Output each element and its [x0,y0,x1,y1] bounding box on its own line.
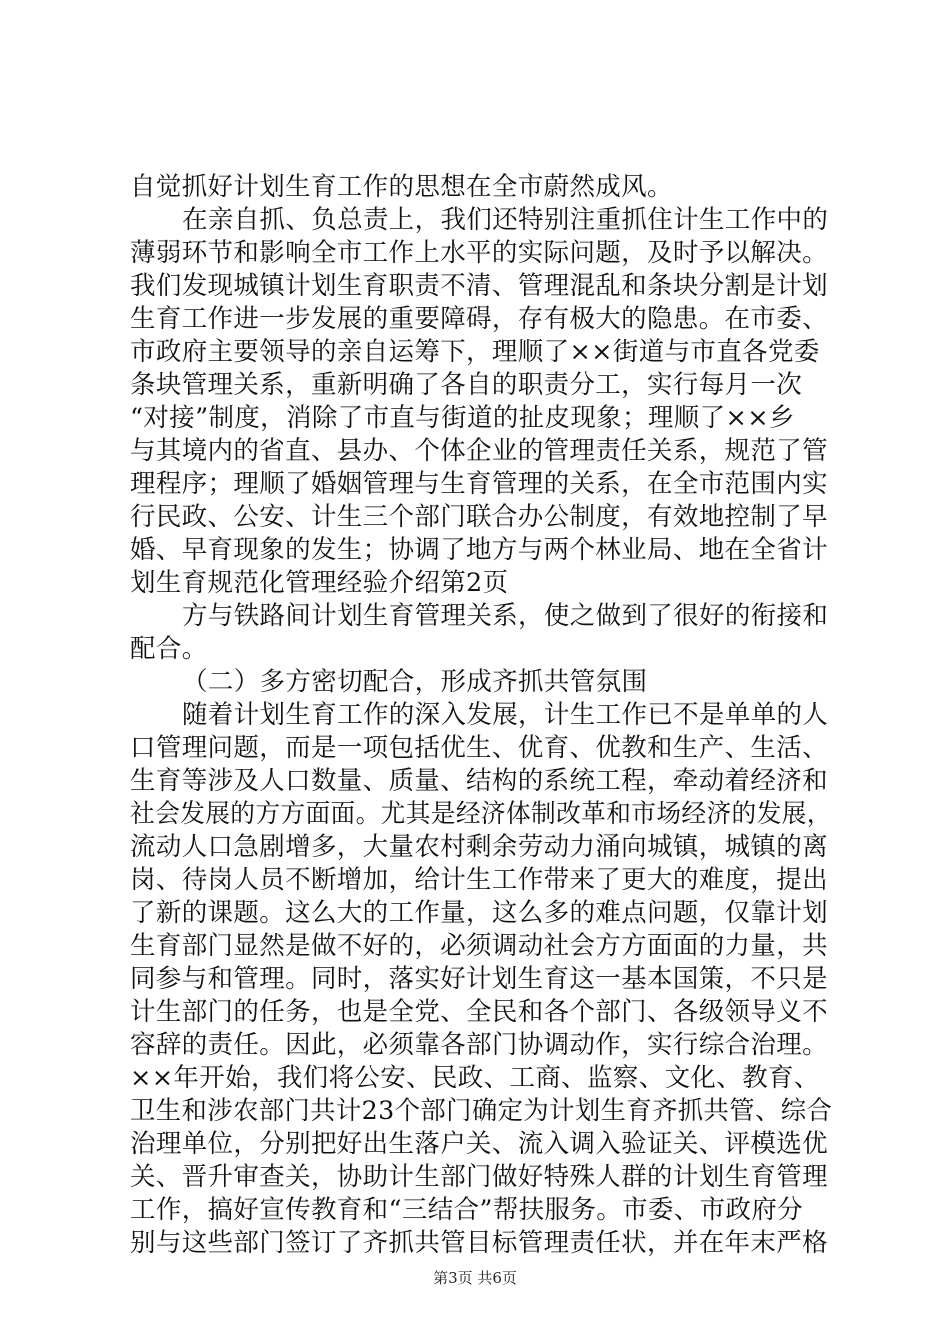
body-text-line: 婚、早育现象的发生；协调了地方与两个林业局、地在全省计 [130,535,828,565]
body-text-line: 条块管理关系，重新明确了各自的职责分工，实行每月一次 [130,370,803,400]
section-heading: （二）多方密切配合，形成齐抓共管氛围 [182,667,648,697]
body-text-line: 与其境内的省直、县办、个体企业的管理责任关系，规范了管 [130,436,828,466]
body-text-line: 计生部门的任务，也是全党、全民和各个部门、各级领导义不 [130,997,828,1027]
body-text-line: 别与这些部门签订了齐抓共管目标管理责任状，并在年末严格 [130,1228,828,1258]
body-text-line: 配合。 [130,634,208,664]
body-text-line: 治理单位，分别把好出生落户关、流入调入验证关、评模选优 [130,1129,828,1159]
body-text-line: 薄弱环节和影响全市工作上水平的实际问题，及时予以解决。 [130,238,828,268]
body-text-line: 理程序；理顺了婚姻管理与生育管理的关系，在全市范围内实 [130,469,828,499]
body-text-line: 我们发现城镇计划生育职责不清、管理混乱和条块分割是计划 [130,271,828,301]
body-text-line: 随着计划生育工作的深入发展，计生工作已不是单单的人 [182,700,829,730]
body-text-line: 在亲自抓、负总责上，我们还特别注重抓住计生工作中的 [182,205,829,235]
body-text-line: 了新的课题。这么大的工作量，这么多的难点问题，仅靠计划 [130,898,828,928]
body-text-line: 同参与和管理。同时，落实好计划生育这一基本国策，不只是 [130,964,828,994]
page-number-footer: 第3页 共6页 [433,1269,517,1287]
body-text-line: 口管理问题，而是一项包括优生、优育、优教和生产、生活、 [130,733,828,763]
body-text-line: 行民政、公安、计生三个部门联合办公制度，有效地控制了早 [130,502,828,532]
body-text-line: 岗、待岗人员不断增加，给计生工作带来了更大的难度，提出 [130,865,828,895]
body-text-line: 关、晋升审查关，协助计生部门做好特殊人群的计划生育管理 [130,1162,828,1192]
body-text-line: 生育工作进一步发展的重要障碍，存有极大的隐患。在市委、 [130,304,828,334]
body-text-line: 工作，搞好宣传教育和“三结合”帮扶服务。市委、市政府分 [130,1195,804,1225]
body-text-line: 社会发展的方方面面。尤其是经济体制改革和市场经济的发展， [130,799,832,829]
body-text-line: 方与铁路间计划生育管理关系，使之做到了很好的衔接和 [182,601,829,631]
body-text-line: 生育部门显然是做不好的，必须调动社会方方面面的力量，共 [130,931,828,961]
body-text-line: 市政府主要领导的亲自运筹下，理顺了××街道与市直各党委 [130,337,820,367]
body-text-line: 卫生和涉农部门共计23个部门确定为计划生育齐抓共管、综合 [130,1096,833,1126]
body-text-line: ××年开始，我们将公安、民政、工商、监察、文化、教育、 [130,1063,820,1093]
body-text-line: 生育等涉及人口数量、质量、结构的系统工程，牵动着经济和 [130,766,828,796]
body-text-line: 容辞的责任。因此，必须靠各部门协调动作，实行综合治理。 [130,1030,828,1060]
body-text-line: “对接”制度，消除了市直与街道的扯皮现象；理顺了××乡 [130,403,795,433]
body-text-line: 流动人口急剧增多，大量农村剩余劳动力涌向城镇，城镇的离 [130,832,828,862]
body-text-line: 自觉抓好计划生育工作的思想在全市蔚然成风。 [130,172,673,202]
body-text-line: 划生育规范化管理经验介绍第2页 [130,568,509,598]
